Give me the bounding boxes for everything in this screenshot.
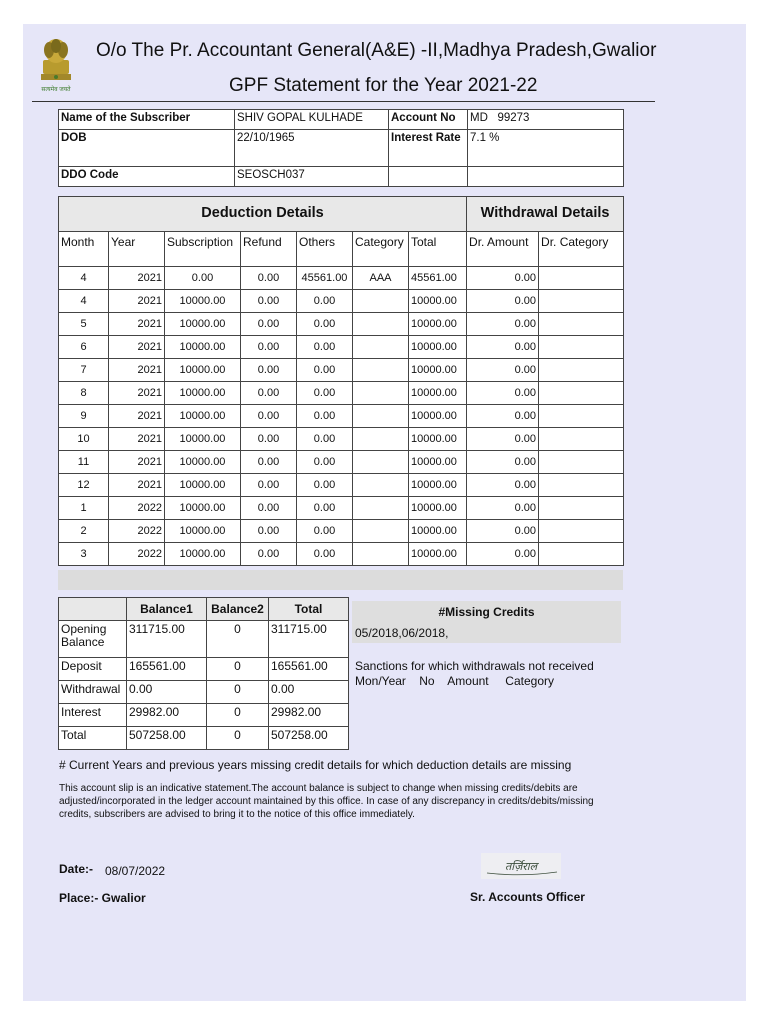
deduction-cell: 0.00 [467,543,539,566]
deduction-cell [353,543,409,566]
deduction-cell: 0.00 [467,520,539,543]
deduction-cell: 10000.00 [409,359,467,382]
column-header: Subscription [165,232,241,267]
balance-cell: 0 [207,704,269,727]
column-header: Refund [241,232,297,267]
deduction-row [59,359,624,382]
balance-row [59,727,349,750]
deduction-cell: 0.00 [297,359,353,382]
deduction-cell: 0.00 [297,451,353,474]
deduction-cell: 10000.00 [409,497,467,520]
deduction-cell [353,359,409,382]
balance-column-header: Balance2 [207,598,269,621]
deduction-details-table [58,196,624,566]
deduction-cell: 0.00 [165,267,241,290]
deduction-cell [539,474,624,497]
deduction-cell [539,336,624,359]
balance-row [59,658,349,681]
deduction-cell [353,497,409,520]
subscriber-info-table [58,109,624,187]
missing-credits-dates: 05/2018,06/2018, [355,626,449,640]
balance-cell: Withdrawal [59,681,127,704]
deduction-cell: 10000.00 [409,428,467,451]
deduction-row [59,405,624,428]
balance-summary-table [58,597,349,750]
deduction-cell [353,520,409,543]
deduction-cell [353,428,409,451]
deduction-cell: 0.00 [467,267,539,290]
deduction-cell: 9 [59,405,109,428]
deduction-cell: 2021 [109,451,165,474]
deduction-cell [539,497,624,520]
balance-cell: 507258.00 [269,727,349,750]
deduction-cell: 0.00 [467,474,539,497]
deduction-cell: 0.00 [241,474,297,497]
deduction-cell: 12 [59,474,109,497]
deduction-cell: 0.00 [467,290,539,313]
balance-cell: 0.00 [269,681,349,704]
svg-text:सत्यमेव जयते: सत्यमेव जयते [41,87,71,93]
balance-cell: Deposit [59,658,127,681]
deduction-cell: AAA [353,267,409,290]
deduction-cell: 0.00 [241,428,297,451]
column-header: Total [409,232,467,267]
column-header: Dr. Category [539,232,624,267]
dob-label: DOB [59,130,235,167]
deduction-cell: 0.00 [297,474,353,497]
deduction-cell: 2021 [109,474,165,497]
deduction-cell: 2021 [109,267,165,290]
empty-cell [389,167,468,187]
svg-text:तर्ज़िराल: तर्ज़िराल [504,861,538,873]
deduction-cell [539,290,624,313]
account-value: MD 99273 [468,110,624,130]
deduction-cell [353,451,409,474]
missing-credits-note: # Current Years and previous years missing credit details for which deduction details are missing [59,758,572,772]
state-emblem-icon [37,36,75,94]
deduction-cell: 10000.00 [165,520,241,543]
deduction-cell: 0.00 [467,336,539,359]
deduction-cell: 10000.00 [165,405,241,428]
deduction-row [59,474,624,497]
balance-column-header [59,598,127,621]
sanctions-columns: Mon/Year No Amount Category [355,674,554,688]
deduction-cell: 10000.00 [409,474,467,497]
deduction-cell: 3 [59,543,109,566]
deduction-row [59,382,624,405]
column-header: Month [59,232,109,267]
deduction-cell: 0.00 [241,520,297,543]
deduction-cell: 0.00 [297,313,353,336]
ddo-value: SEOSCH037 [235,167,389,187]
deduction-cell: 0.00 [467,405,539,428]
column-header: Dr. Amount [467,232,539,267]
dob-value: 22/10/1965 [235,130,389,167]
interest-label: Interest Rate [389,130,468,167]
deduction-cell: 0.00 [297,520,353,543]
deduction-cell [353,336,409,359]
office-title: O/o The Pr. Accountant General(A&E) -II,Madhya Pradesh,Gwalior [96,40,657,61]
deduction-cell: 2021 [109,405,165,428]
balance-cell: 165561.00 [127,658,207,681]
deduction-cell: 10000.00 [165,474,241,497]
deduction-cell: 0.00 [241,267,297,290]
balance-cell: 0 [207,621,269,658]
deduction-cell: 2021 [109,336,165,359]
deduction-cell [539,428,624,451]
balance-row [59,704,349,727]
deduction-cell: 0.00 [297,336,353,359]
balance-column-header: Total [269,598,349,621]
deduction-cell: 6 [59,336,109,359]
deduction-cell: 1 [59,497,109,520]
deduction-cell: 10000.00 [409,336,467,359]
deduction-cell: 5 [59,313,109,336]
statement-title: GPF Statement for the Year 2021-22 [229,75,538,96]
ddo-label: DDO Code [59,167,235,187]
deduction-cell: 0.00 [297,543,353,566]
missing-credits-title: #Missing Credits [438,605,535,619]
name-value: SHIV GOPAL KULHADE [235,110,389,130]
deduction-cell [539,359,624,382]
deduction-cell: 10000.00 [409,290,467,313]
deduction-cell: 2021 [109,290,165,313]
balance-cell: 507258.00 [127,727,207,750]
balance-cell: 165561.00 [269,658,349,681]
balance-cell: 311715.00 [269,621,349,658]
account-label: Account No [389,110,468,130]
deduction-cell: 0.00 [241,359,297,382]
name-label: Name of the Subscriber [59,110,235,130]
deduction-cell: 11 [59,451,109,474]
balance-cell: 0 [207,681,269,704]
deduction-row [59,497,624,520]
balance-cell: 0 [207,658,269,681]
deduction-cell: 0.00 [467,428,539,451]
date-label: Date:- [59,862,94,876]
deduction-cell: 2021 [109,428,165,451]
balance-column-headers [59,598,349,621]
deduction-cell: 10000.00 [165,428,241,451]
deduction-cell [539,313,624,336]
deduction-cell: 10000.00 [165,313,241,336]
balance-row [59,681,349,704]
deduction-cell [353,313,409,336]
deduction-cell: 10000.00 [409,313,467,336]
deduction-cell: 10000.00 [409,451,467,474]
deduction-cell [539,543,624,566]
deduction-cell [353,382,409,405]
deduction-cell: 0.00 [241,543,297,566]
deduction-details-heading: Deduction Details [59,197,467,232]
deduction-cell [539,405,624,428]
deduction-cell: 10000.00 [165,290,241,313]
deduction-cell: 7 [59,359,109,382]
deduction-cell: 2021 [109,382,165,405]
deduction-cell: 0.00 [297,428,353,451]
officer-signature [481,853,561,879]
deduction-cell: 0.00 [467,451,539,474]
deduction-row [59,267,624,290]
balance-cell: 29982.00 [127,704,207,727]
deduction-cell [539,267,624,290]
balance-row [59,621,349,658]
deduction-cell [539,451,624,474]
deduction-cell: 10000.00 [165,382,241,405]
deduction-cell: 2021 [109,359,165,382]
empty-cell [468,167,624,187]
deduction-cell: 10000.00 [165,336,241,359]
column-header: Category [353,232,409,267]
deduction-cell: 0.00 [297,497,353,520]
interest-value: 7.1 % [468,130,624,167]
deduction-cell: 45561.00 [297,267,353,290]
deduction-cell: 8 [59,382,109,405]
column-header: Others [297,232,353,267]
deduction-row [59,336,624,359]
deduction-row [59,313,624,336]
deduction-cell: 2 [59,520,109,543]
deduction-cell: 10000.00 [165,543,241,566]
date-value: 08/07/2022 [105,864,166,878]
deduction-cell: 0.00 [241,497,297,520]
deduction-cell: 4 [59,267,109,290]
balance-cell: 311715.00 [127,621,207,658]
deduction-cell: 0.00 [467,359,539,382]
column-header: Year [109,232,165,267]
deduction-cell: 2022 [109,543,165,566]
deduction-cell [539,382,624,405]
withdrawal-details-heading: Withdrawal Details [467,197,624,232]
deduction-cell [353,290,409,313]
deduction-cell: 10000.00 [165,451,241,474]
deduction-row [59,543,624,566]
deduction-cell: 10000.00 [409,382,467,405]
officer-title: Sr. Accounts Officer [470,890,585,904]
deduction-cell: 0.00 [297,382,353,405]
deduction-row [59,290,624,313]
deduction-cell: 10000.00 [409,520,467,543]
deduction-cell: 0.00 [241,405,297,428]
deduction-cell: 10000.00 [409,543,467,566]
summary-band [58,570,623,590]
deduction-cell: 0.00 [297,405,353,428]
deduction-cell: 10000.00 [165,359,241,382]
deduction-cell [353,405,409,428]
deduction-cell: 0.00 [467,497,539,520]
deduction-cell: 4 [59,290,109,313]
sanctions-text: Sanctions for which withdrawals not received [355,659,594,673]
deduction-cell: 10 [59,428,109,451]
deduction-cell: 0.00 [467,382,539,405]
deduction-column-headers [59,232,624,267]
balance-cell: 0.00 [127,681,207,704]
deduction-cell: 10000.00 [165,497,241,520]
deduction-cell [353,474,409,497]
deduction-cell: 2021 [109,313,165,336]
place-label: Place:- Gwalior [59,891,146,905]
deduction-cell: 0.00 [297,290,353,313]
deduction-row [59,520,624,543]
deduction-cell: 0.00 [241,336,297,359]
deduction-cell: 0.00 [241,313,297,336]
balance-cell: Interest [59,704,127,727]
deduction-row [59,451,624,474]
deduction-cell: 2022 [109,497,165,520]
balance-cell: Total [59,727,127,750]
deduction-cell: 0.00 [241,451,297,474]
deduction-cell: 0.00 [241,382,297,405]
balance-cell: Opening Balance [59,621,127,658]
deduction-row [59,428,624,451]
balance-column-header: Balance1 [127,598,207,621]
deduction-cell: 2022 [109,520,165,543]
deduction-cell: 0.00 [241,290,297,313]
deduction-cell: 45561.00 [409,267,467,290]
balance-cell: 0 [207,727,269,750]
deduction-cell: 10000.00 [409,405,467,428]
deduction-cell [539,520,624,543]
balance-cell: 29982.00 [269,704,349,727]
header-divider [32,101,655,102]
deduction-cell: 0.00 [467,313,539,336]
disclaimer-text: This account slip is an indicative statement.The account balance is subject to change when missing credits/debits are adjusted/incorporated in the ledger account maintained by this office. In case of any discrepancy in credits/debits/missing credits, subscribers are advised to bring it to the notice of this office immediately. [59,783,594,820]
